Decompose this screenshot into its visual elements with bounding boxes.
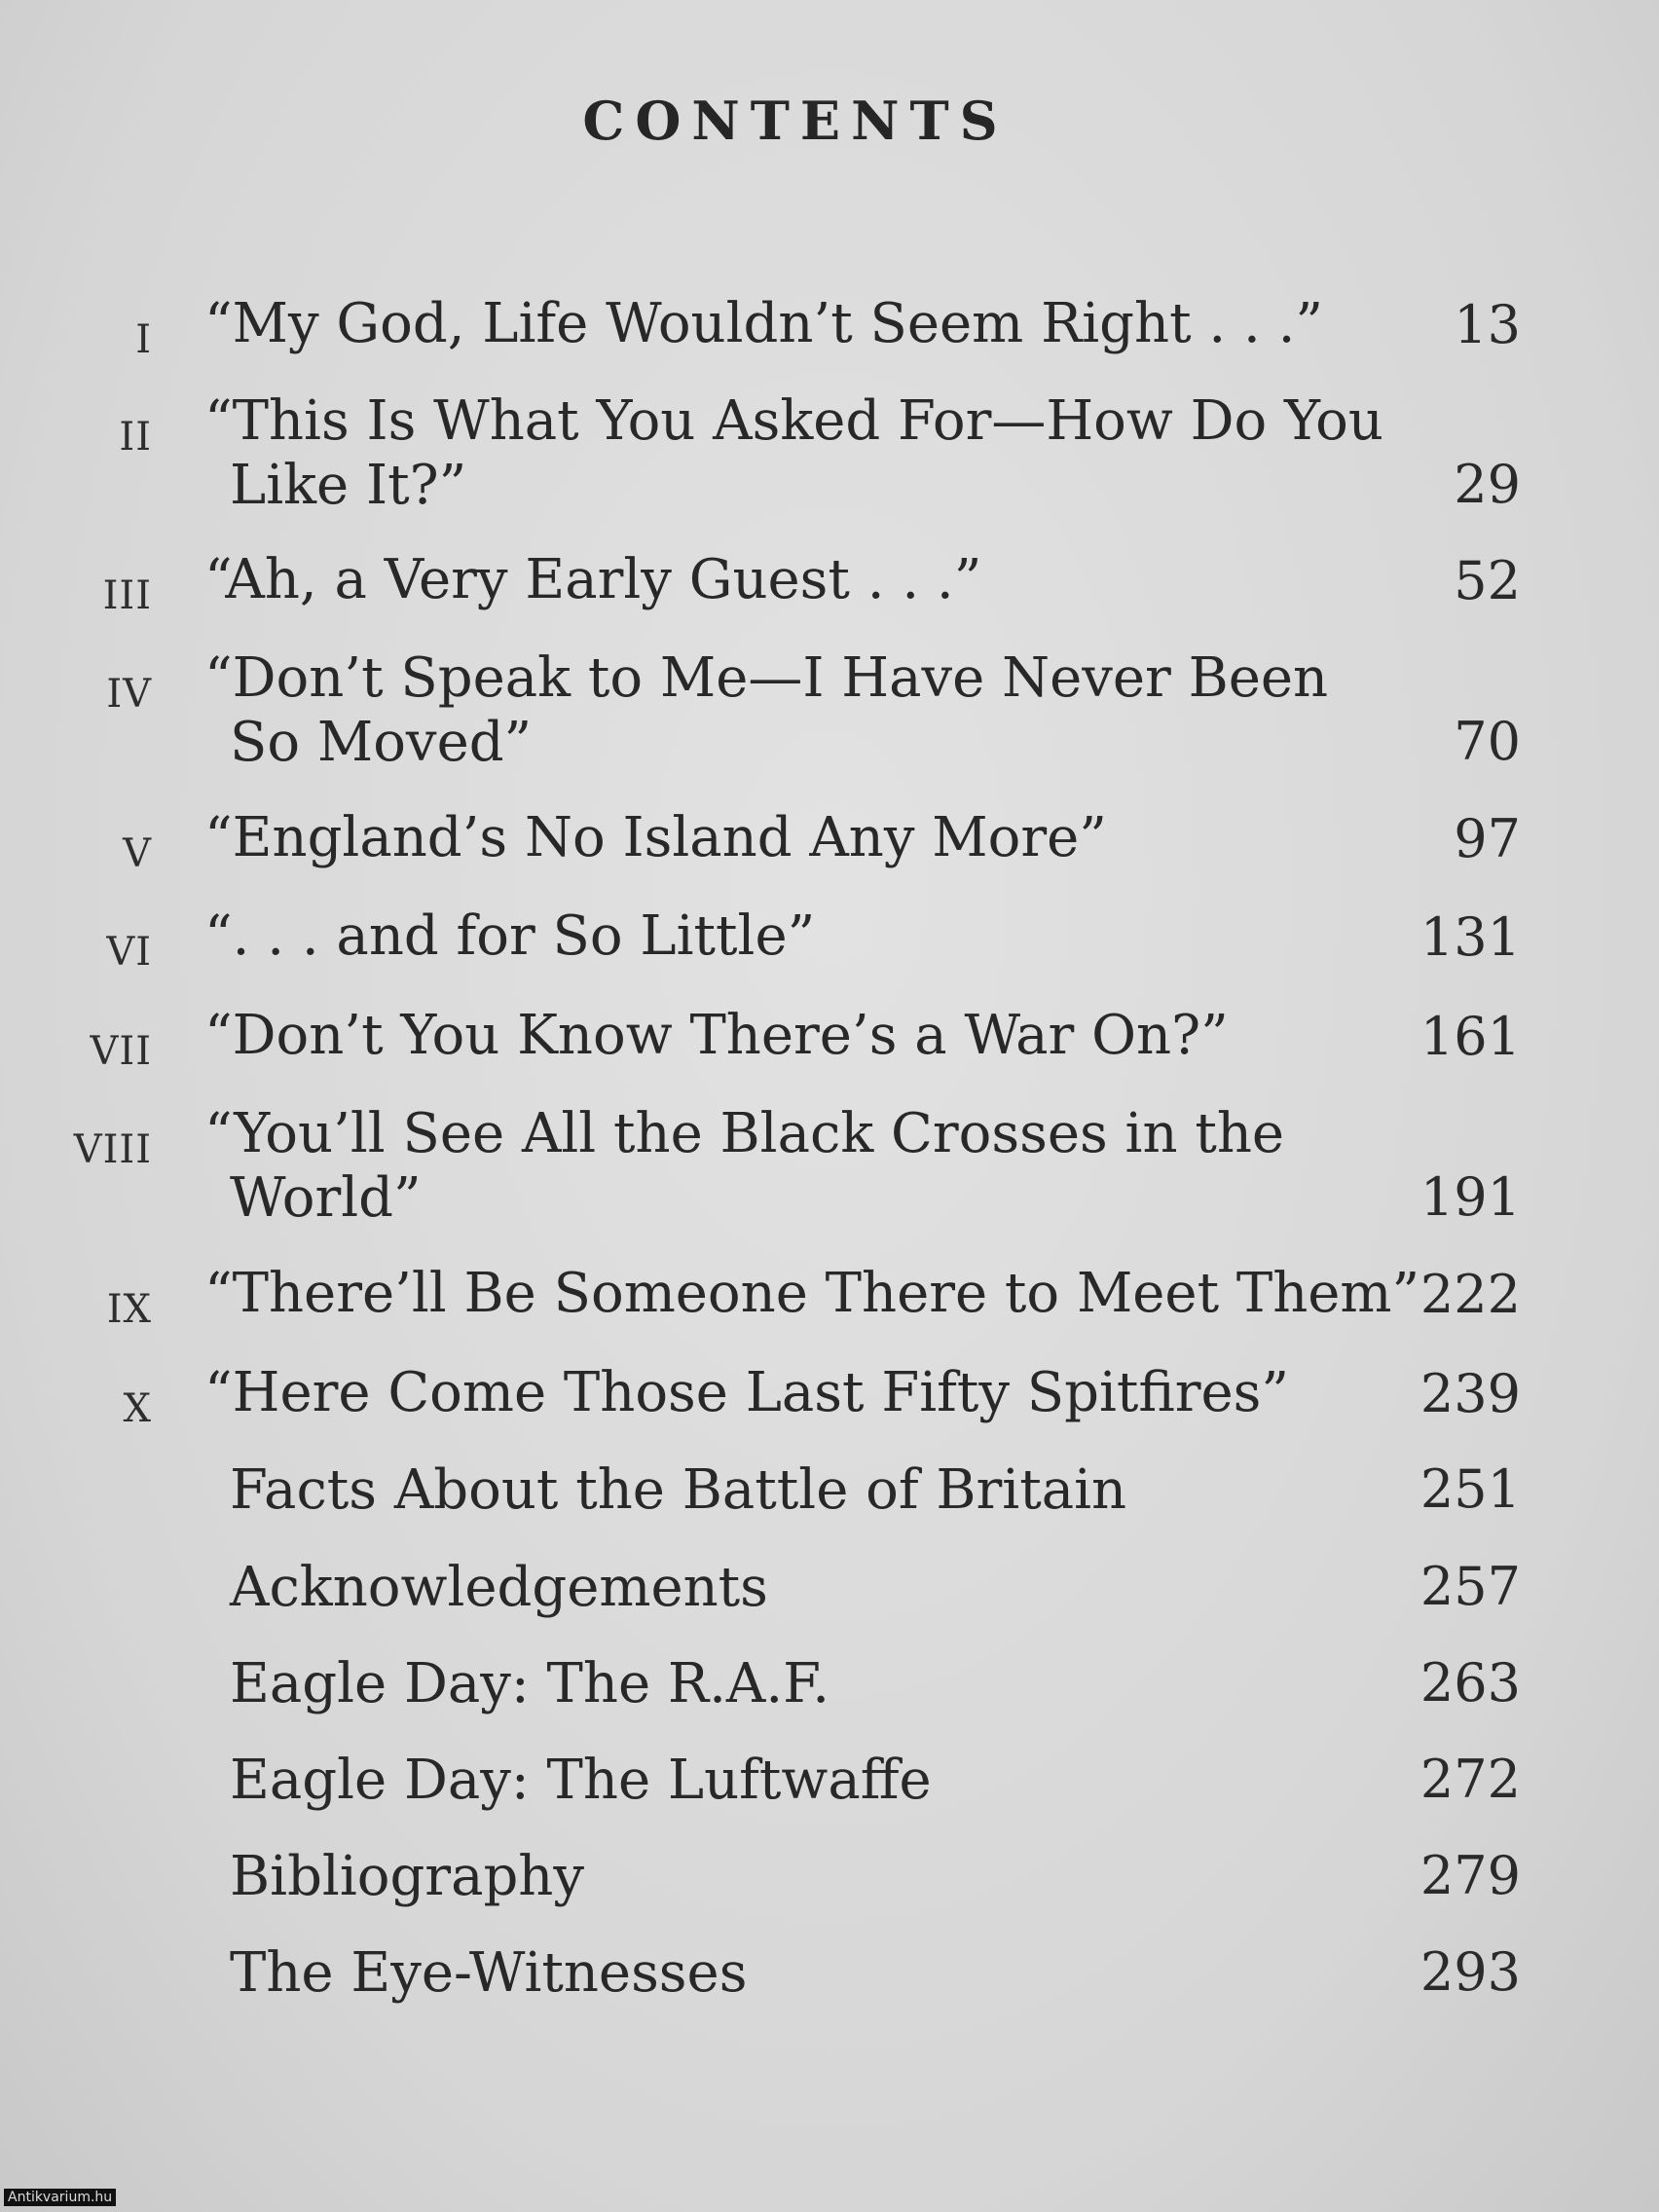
chapter-title-continuation: World”	[230, 1166, 422, 1230]
chapter-title	[204, 389, 1383, 518]
page-heading: CONTENTS	[582, 90, 1009, 152]
page-number: 70	[1454, 711, 1521, 772]
chapter-title	[204, 1361, 1289, 1425]
chapter-numeral: X	[123, 1386, 152, 1431]
chapter-title-line: “You’ll See All the Black Crosses in the	[204, 1102, 1285, 1165]
chapter-numeral: I	[135, 317, 152, 362]
chapter-title-line: “My God, Life Wouldn’t Seem Right . . .”	[204, 292, 1324, 355]
chapter-title-continuation: Like It?”	[230, 454, 467, 517]
chapter-numeral: III	[102, 573, 152, 618]
chapter-title	[204, 904, 815, 969]
chapter-title-line: “Don’t You Know There’s a War On?”	[204, 1004, 1229, 1067]
chapter-title	[204, 548, 981, 612]
back-matter-title: Facts About the Battle of Britain	[230, 1458, 1127, 1522]
page-number: 263	[1419, 1652, 1521, 1714]
chapter-title-line: “This Is What You Asked For—How Do You	[204, 389, 1383, 453]
back-matter-title: Eagle Day: The Luftwaffe	[230, 1749, 932, 1812]
chapter-numeral: IV	[106, 672, 152, 717]
chapter-title	[204, 646, 1328, 775]
back-matter-title: Acknowledgements	[230, 1556, 768, 1619]
back-matter-title: The Eye-Witnesses	[230, 1941, 748, 2005]
page-number: 279	[1419, 1845, 1521, 1906]
chapter-title-line: “Ah, a Very Early Guest . . .”	[204, 548, 982, 611]
chapter-title	[204, 1262, 1419, 1326]
page-number: 293	[1419, 1941, 1521, 2003]
chapter-numeral: VI	[106, 930, 152, 975]
chapter-title	[204, 806, 1107, 870]
chapter-title-line: “Here Come Those Last Fifty Spitfires”	[204, 1361, 1290, 1424]
chapter-title-line: “. . . and for So Little”	[204, 904, 816, 968]
watermark: Antikvarium.hu	[4, 2189, 116, 2206]
chapter-title	[204, 292, 1323, 356]
back-matter-title: Bibliography	[230, 1845, 584, 1908]
chapter-title-line: “England’s No Island Any More”	[204, 806, 1107, 869]
page-number: 52	[1454, 550, 1521, 611]
page-number: 29	[1454, 454, 1521, 515]
page-number: 222	[1419, 1264, 1521, 1325]
chapter-numeral: II	[119, 415, 152, 460]
page-number: 97	[1454, 808, 1521, 869]
chapter-numeral: VIII	[73, 1127, 152, 1172]
page-number: 239	[1419, 1363, 1521, 1424]
page-number: 272	[1419, 1749, 1521, 1810]
page-number: 251	[1419, 1458, 1521, 1520]
page-number: 257	[1419, 1556, 1521, 1617]
chapter-numeral: V	[123, 831, 152, 876]
chapter-title-continuation: So Moved”	[230, 711, 533, 774]
chapter-numeral: IX	[106, 1287, 152, 1332]
chapter-numeral: VII	[90, 1029, 152, 1074]
chapter-title	[204, 1004, 1229, 1068]
page-number: 13	[1454, 294, 1521, 355]
chapter-title-line: “There’ll Be Someone There to Meet Them”	[204, 1262, 1420, 1325]
chapter-title	[204, 1102, 1284, 1231]
page-number: 131	[1419, 906, 1521, 968]
back-matter-title: Eagle Day: The R.A.F.	[230, 1652, 830, 1715]
page-number: 161	[1419, 1006, 1521, 1067]
chapter-title-line: “Don’t Speak to Me—I Have Never Been	[204, 646, 1329, 710]
page-number: 191	[1419, 1166, 1521, 1228]
